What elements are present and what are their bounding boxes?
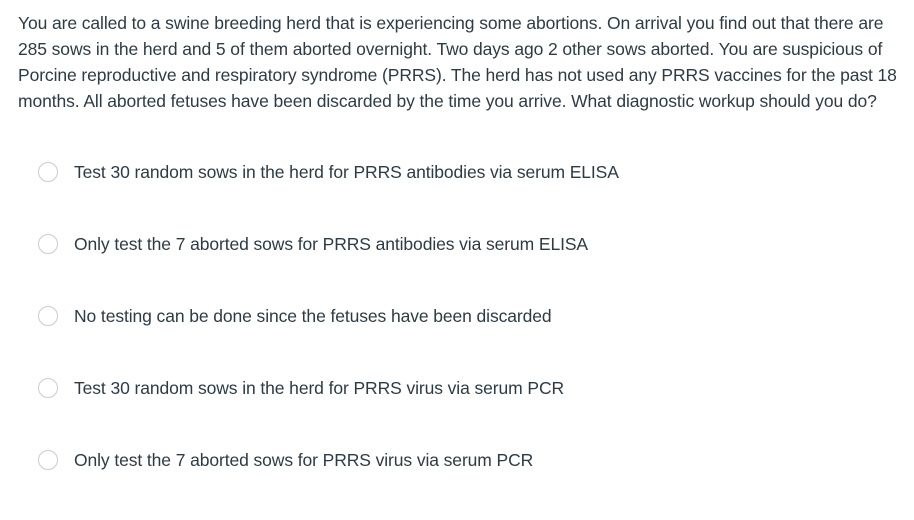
radio-button-4[interactable] (38, 378, 58, 398)
radio-button-2[interactable] (38, 234, 58, 254)
answer-option-3[interactable] (38, 304, 898, 376)
answer-option-2[interactable] (38, 232, 898, 304)
radio-button-5[interactable] (38, 450, 58, 470)
answer-label-2: Only test the 7 aborted sows for PRRS antibodies via serum ELISA (74, 234, 588, 254)
radio-button-3[interactable] (38, 306, 58, 326)
answer-option-4[interactable] (38, 376, 898, 448)
answer-label-5: Only test the 7 aborted sows for PRRS virus via serum PCR (74, 450, 534, 470)
answer-label-1: Test 30 random sows in the herd for PRRS antibodies via serum ELISA (74, 162, 619, 182)
answer-label-3: No testing can be done since the fetuses have been discarded (74, 306, 552, 326)
answer-option-1[interactable] (38, 160, 898, 232)
answer-option-5[interactable] (38, 448, 898, 520)
question-text: You are called to a swine breeding herd that is experiencing some abortions. On arrival you find out that there are 285 sows in the herd and 5 of them aborted overnight. Two days ago 2 other sows aborted. You are suspicious of Porcine reproductive and respiratory syndrome (PRRS). The herd has not used any PRRS vaccines for the past 18 months. All aborted fetuses have been discarded by the time you arrive. What diagnostic workup should you do? (18, 13, 897, 111)
answer-label-4: Test 30 random sows in the herd for PRRS virus via serum PCR (74, 378, 565, 398)
radio-button-1[interactable] (38, 162, 58, 182)
answer-options (38, 160, 898, 520)
